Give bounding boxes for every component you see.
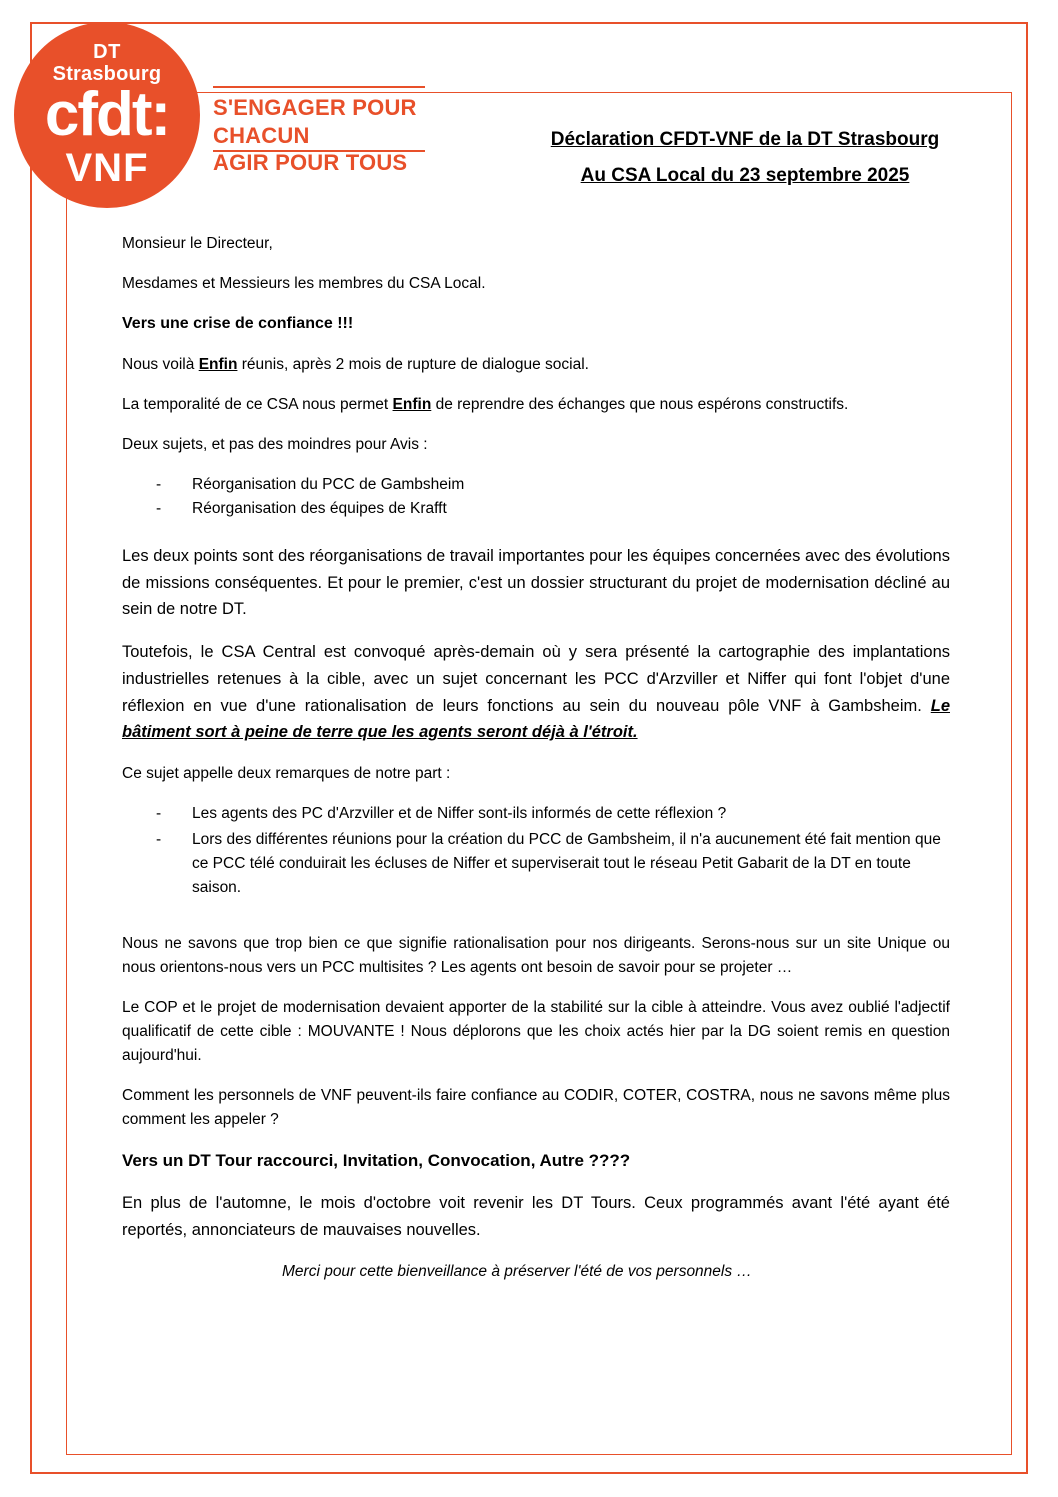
list-item-label: Les agents des PC d'Arzviller et de Niffer sont-ils informés de cette réflexion ?	[192, 804, 727, 822]
logo-dt-text: DT	[93, 41, 121, 63]
list-item-label: Lors des différentes réunions pour la création du PCC de Gambsheim, il n'a aucunement été fait mention que ce PCC télé conduirait les écluses de Niffer et superviserait tout le réseau Petit Gabarit de la DT en toute saison.	[192, 830, 941, 896]
logo-strasbourg-text: Strasbourg	[52, 63, 162, 85]
list-item	[156, 802, 950, 826]
paragraph-3: Deux sujets, et pas des moindres pour Avis :	[122, 435, 428, 453]
logo-circle	[14, 22, 200, 208]
list-item-label: Réorganisation des équipes de Krafft	[192, 499, 447, 517]
cfdt-vnf-logo	[8, 14, 428, 214]
dash-marker-icon: -	[156, 475, 162, 493]
heading-line-2-text: Au CSA Local du 23 septembre 2025	[580, 165, 910, 187]
dash-marker-icon: -	[156, 830, 162, 848]
paragraph-4: Les deux points sont des réorganisations de travail importantes pour les équipes concernées avec des évolutions de missions conséquentes. Et pour le premier, c'est un dossier structurant du projet de modernisation décliné au sein de notre DT.	[122, 546, 950, 619]
bullet-list-2	[122, 802, 950, 900]
paragraph-2-emphasis: Enfin	[392, 395, 432, 413]
list-item-label: Réorganisation du PCC de Gambsheim	[192, 475, 465, 493]
closing-line: Merci pour cette bienveillance à préserver l'été de vos personnels …	[282, 1262, 752, 1280]
paragraph-6: Ce sujet appelle deux remarques de notre part :	[122, 764, 451, 782]
document-body	[122, 232, 950, 1300]
salutation-line-2: Mesdames et Messieurs les membres du CSA Local.	[122, 275, 486, 293]
list-item	[156, 497, 950, 521]
paragraph-9: Comment les personnels de VNF peuvent-ils faire confiance au CODIR, COTER, COSTRA, nous ne savons même plus comment les appeler ?	[122, 1087, 950, 1129]
logo-vnf-text: VNF	[65, 146, 149, 190]
logo-slogan-line1: S'ENGAGER POUR CHACUN	[213, 95, 417, 148]
logo-top-rule	[213, 86, 425, 88]
logo-cfdt-text: cfdt:	[44, 80, 170, 149]
spacer	[122, 922, 950, 932]
bullet-list-1	[122, 473, 950, 521]
paragraph-8: Le COP et le projet de modernisation devaient apporter de la stabilité sur la cible à atteindre. Vous avez oublié l'adjectif qualificatif de cette cible : MOUVANTE ! Nous déplorons que les choix actés hier par la DG soient remis en question aujourd'hui.	[122, 999, 950, 1065]
salutation-line-1: Monsieur le Directeur,	[122, 235, 273, 252]
paragraph-2	[122, 393, 950, 417]
dash-marker-icon: -	[156, 499, 162, 517]
paragraph-2-part-a: La temporalité de ce CSA nous permet	[122, 395, 393, 413]
list-item	[156, 473, 950, 497]
heading-line-1	[500, 122, 990, 158]
logo-slogan	[213, 94, 428, 177]
paragraph-5-emphasis: Le bâtiment sort à peine de terre que les agents seront déjà à l'étroit.	[122, 696, 950, 742]
paragraph-5	[122, 639, 950, 746]
document-heading	[500, 122, 990, 194]
paragraph-1	[122, 353, 950, 377]
paragraph-7: Nous ne savons que trop bien ce que signifie rationalisation pour nos dirigeants. Serons-nous sur un site Unique ou nous orientons-nous vers un PCC multisites ? Les agents ont besoin de savoir pour se projeter …	[122, 935, 950, 977]
list-item	[156, 828, 950, 900]
paragraph-5-part-a: Toutefois, le CSA Central est convoqué après-demain où y sera présenté la cartographie des implantations industrielles retenues à la cible, avec un sujet concernant les PCC d'Arzviller et Niffer qui font l'objet d'une réflexion en vue d'une rationalisation de leurs fonctions au sein du nouveau pôle VNF à Gambsheim.	[122, 643, 950, 715]
section-title-1: Vers une crise de confiance !!!	[122, 315, 354, 333]
heading-line-2	[500, 158, 990, 194]
logo-slogan-line2: AGIR POUR TOUS	[213, 150, 408, 175]
paragraph-1-emphasis: Enfin	[198, 355, 238, 373]
section-title-2: Vers un DT Tour raccourci, Invitation, Convocation, Autre ????	[122, 1151, 631, 1171]
heading-line-1-text: Déclaration CFDT-VNF de la DT Strasbourg	[550, 129, 940, 150]
paragraph-10: En plus de l'automne, le mois d'octobre voit revenir les DT Tours. Ceux programmés avant l'été ayant été reportés, annonciateurs de mauvaises nouvelles.	[122, 1194, 950, 1240]
paragraph-1-part-b: réunis, après 2 mois de rupture de dialogue social.	[237, 355, 589, 373]
paragraph-2-part-b: de reprendre des échanges que nous espérons constructifs.	[431, 395, 849, 413]
paragraph-1-part-a: Nous voilà	[122, 355, 199, 373]
dash-marker-icon: -	[156, 804, 162, 822]
